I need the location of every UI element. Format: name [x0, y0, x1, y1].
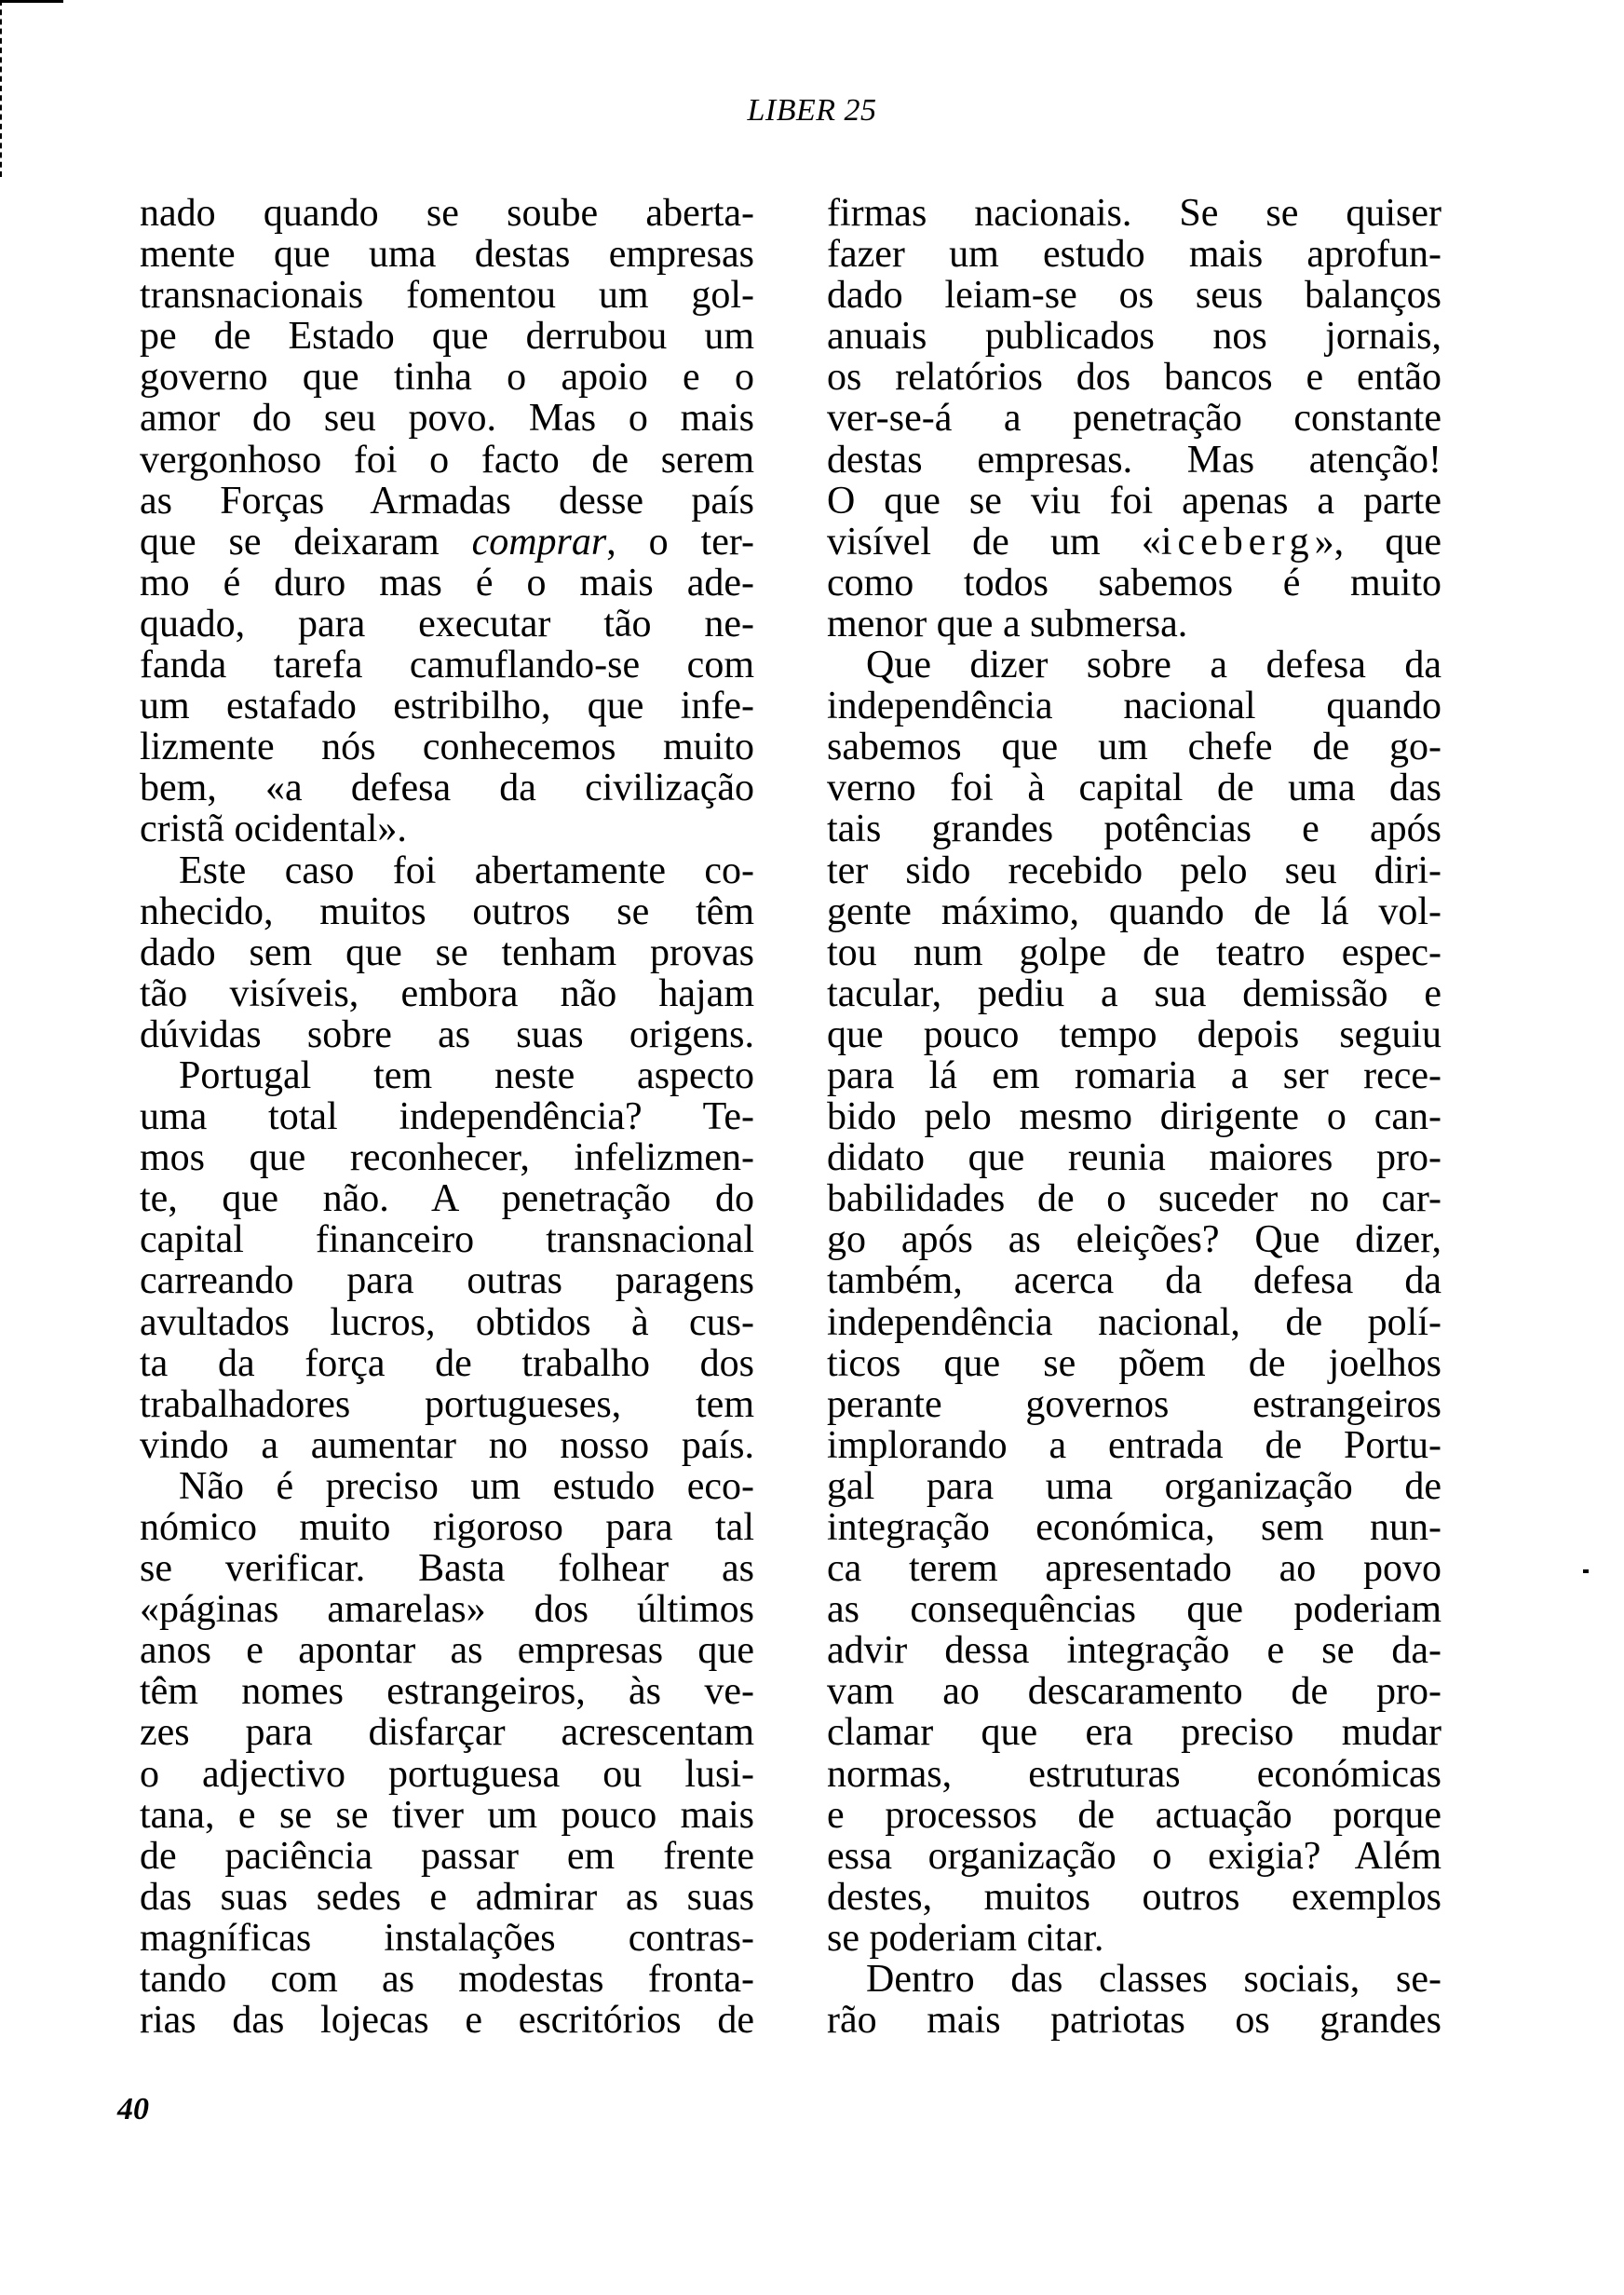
text-line: quado, para executar tão ne- — [140, 602, 754, 645]
text-line: «páginas amarelas» dos últimos — [140, 1588, 754, 1632]
text-line: normas, estruturas económicas — [827, 1752, 1441, 1796]
text-line: vam ao descaramento de pro- — [827, 1670, 1441, 1714]
scan-edge-mark — [0, 0, 63, 177]
text-line: bido pelo mesmo dirigente o can- — [827, 1095, 1441, 1139]
text-line: Que dizer sobre a defesa da — [866, 644, 1441, 687]
text-line: uma total independência? Te- — [140, 1095, 754, 1139]
text-line: Portugal tem neste aspecto — [179, 1053, 754, 1097]
text-column-right — [827, 193, 1441, 2041]
text-segment: que se deixaram — [140, 520, 472, 564]
text-line: nhecido, muitos outros se têm — [140, 889, 754, 933]
text-line: advir dessa integração e se da- — [827, 1629, 1441, 1673]
text-line: Dentro das classes sociais, se- — [866, 1958, 1441, 2002]
text-line: independência nacional quando — [827, 685, 1441, 728]
text-segment: , o ter- — [606, 520, 754, 564]
text-line: vindo a aumentar no nosso país. — [140, 1423, 754, 1467]
letterspaced-term: iceberg — [1160, 520, 1315, 564]
text-line: ta da força de trabalho dos — [140, 1341, 754, 1385]
text-line: didato que reunia maiores pro- — [827, 1136, 1441, 1180]
text-line: de paciência passar em frente — [140, 1834, 754, 1878]
scan-speck — [1583, 1569, 1589, 1573]
text-column-left — [140, 193, 754, 2041]
text-line: para lá em romaria a ser rece- — [827, 1053, 1441, 1097]
text-line: pe de Estado que derrubou um — [140, 315, 754, 359]
text-line: integração económica, sem nun- — [827, 1506, 1441, 1549]
text-line: mo é duro mas é o mais ade- — [140, 561, 754, 604]
text-line: menor que a submersa. — [827, 602, 1188, 645]
text-line: se verificar. Basta folhear as — [140, 1547, 754, 1591]
text-line: implorando a entrada de Portu- — [827, 1423, 1441, 1467]
text-segment: », que — [1314, 520, 1441, 564]
text-line: vergonhoso foi o facto de serem — [140, 438, 754, 482]
text-line: te, que não. A penetração do — [140, 1177, 754, 1221]
text-line: as Forças Armadas desse país — [140, 479, 754, 523]
text-line: mos que reconhecer, infelizmen- — [140, 1136, 754, 1180]
text-line — [827, 522, 1441, 563]
text-line: dúvidas sobre as suas origens. — [140, 1012, 754, 1056]
text-line: lizmente nós conhecemos muito — [140, 726, 754, 769]
text-line: magníficas instalações contras- — [140, 1916, 754, 1960]
text-line: independência nacional, de polí- — [827, 1300, 1441, 1344]
text-line: ter sido recebido pelo seu diri- — [827, 849, 1441, 892]
text-line — [140, 522, 754, 563]
text-line: firmas nacionais. Se se quiser — [827, 192, 1441, 235]
text-line: tando com as modestas fronta- — [140, 1958, 754, 2002]
italic-emphasis: comprar — [471, 520, 607, 564]
text-line: mente que uma destas empresas — [140, 233, 754, 277]
text-line: as consequências que poderiam — [827, 1588, 1441, 1632]
text-line: tais grandes potências e após — [827, 808, 1441, 851]
text-line: clamar que era preciso mudar — [827, 1711, 1441, 1755]
text-line: amor do seu povo. Mas o mais — [140, 397, 754, 441]
text-line: go após as eleições? Que dizer, — [827, 1218, 1441, 1262]
text-line: zes para disfarçar acrescentam — [140, 1711, 754, 1755]
text-line: fazer um estudo mais aprofun- — [827, 233, 1441, 277]
text-line: dado sem que se tenham provas — [140, 930, 754, 974]
text-line: anuais publicados nos jornais, — [827, 315, 1441, 359]
text-line: e processos de actuação porque — [827, 1793, 1441, 1837]
text-line: destes, muitos outros exemplos — [827, 1875, 1441, 1919]
text-line: como todos sabemos é muito — [827, 561, 1441, 604]
text-line: tão visíveis, embora não hajam — [140, 971, 754, 1015]
text-line: cristã ocidental». — [140, 808, 407, 851]
text-line: nómico muito rigoroso para tal — [140, 1506, 754, 1549]
page-number: 40 — [117, 2092, 149, 2126]
text-line: verno foi à capital de uma das — [827, 767, 1441, 810]
text-line: avultados lucros, obtidos à cus- — [140, 1300, 754, 1344]
text-line: perante governos estrangeiros — [827, 1382, 1441, 1426]
text-line: fanda tarefa camuflando-se com — [140, 644, 754, 687]
text-line: têm nomes estrangeiros, às ve- — [140, 1670, 754, 1714]
text-line: O que se viu foi apenas a parte — [827, 479, 1441, 523]
text-line: gente máximo, quando de lá vol- — [827, 889, 1441, 933]
running-head: LIBER 25 — [747, 93, 877, 128]
text-line: se poderiam citar. — [827, 1916, 1104, 1960]
text-line: ver-se-á a penetração constante — [827, 397, 1441, 441]
text-line: sabemos que um chefe de go- — [827, 726, 1441, 769]
text-line: tana, e se se tiver um pouco mais — [140, 1793, 754, 1837]
text-line: rão mais patriotas os grandes — [827, 1999, 1441, 2043]
text-line: dado leiam-se os seus balanços — [827, 274, 1441, 318]
text-line: rias das lojecas e escritórios de — [140, 1999, 754, 2043]
text-line: governo que tinha o apoio e o — [140, 356, 754, 400]
text-line: que pouco tempo depois seguiu — [827, 1012, 1441, 1056]
text-line: o adjectivo portuguesa ou lusi- — [140, 1752, 754, 1796]
text-line: transnacionais fomentou um gol- — [140, 274, 754, 318]
text-line: tou num golpe de teatro espec- — [827, 930, 1441, 974]
text-line: essa organização o exigia? Além — [827, 1834, 1441, 1878]
text-line: Não é preciso um estudo eco- — [179, 1464, 754, 1508]
text-segment: visível de um « — [827, 520, 1161, 564]
text-line: gal para uma organização de — [827, 1464, 1441, 1508]
text-line: anos e apontar as empresas que — [140, 1629, 754, 1673]
text-line: um estafado estribilho, que infe- — [140, 685, 754, 728]
text-line: ticos que se põem de joelhos — [827, 1341, 1441, 1385]
text-line: babilidades de o suceder no car- — [827, 1177, 1441, 1221]
text-line: nado quando se soube aberta- — [140, 192, 754, 235]
text-line: trabalhadores portugueses, tem — [140, 1382, 754, 1426]
text-line: Este caso foi abertamente co- — [179, 849, 754, 892]
text-line: capital financeiro transnacional — [140, 1218, 754, 1262]
text-line: também, acerca da defesa da — [827, 1259, 1441, 1303]
text-line: ca terem apresentado ao povo — [827, 1547, 1441, 1591]
text-line: das suas sedes e admirar as suas — [140, 1875, 754, 1919]
text-line: os relatórios dos bancos e então — [827, 356, 1441, 400]
text-line: destas empresas. Mas atenção! — [827, 438, 1441, 482]
text-line: tacular, pediu a sua demissão e — [827, 971, 1441, 1015]
text-line: bem, «a defesa da civilização — [140, 767, 754, 810]
text-line: carreando para outras paragens — [140, 1259, 754, 1303]
